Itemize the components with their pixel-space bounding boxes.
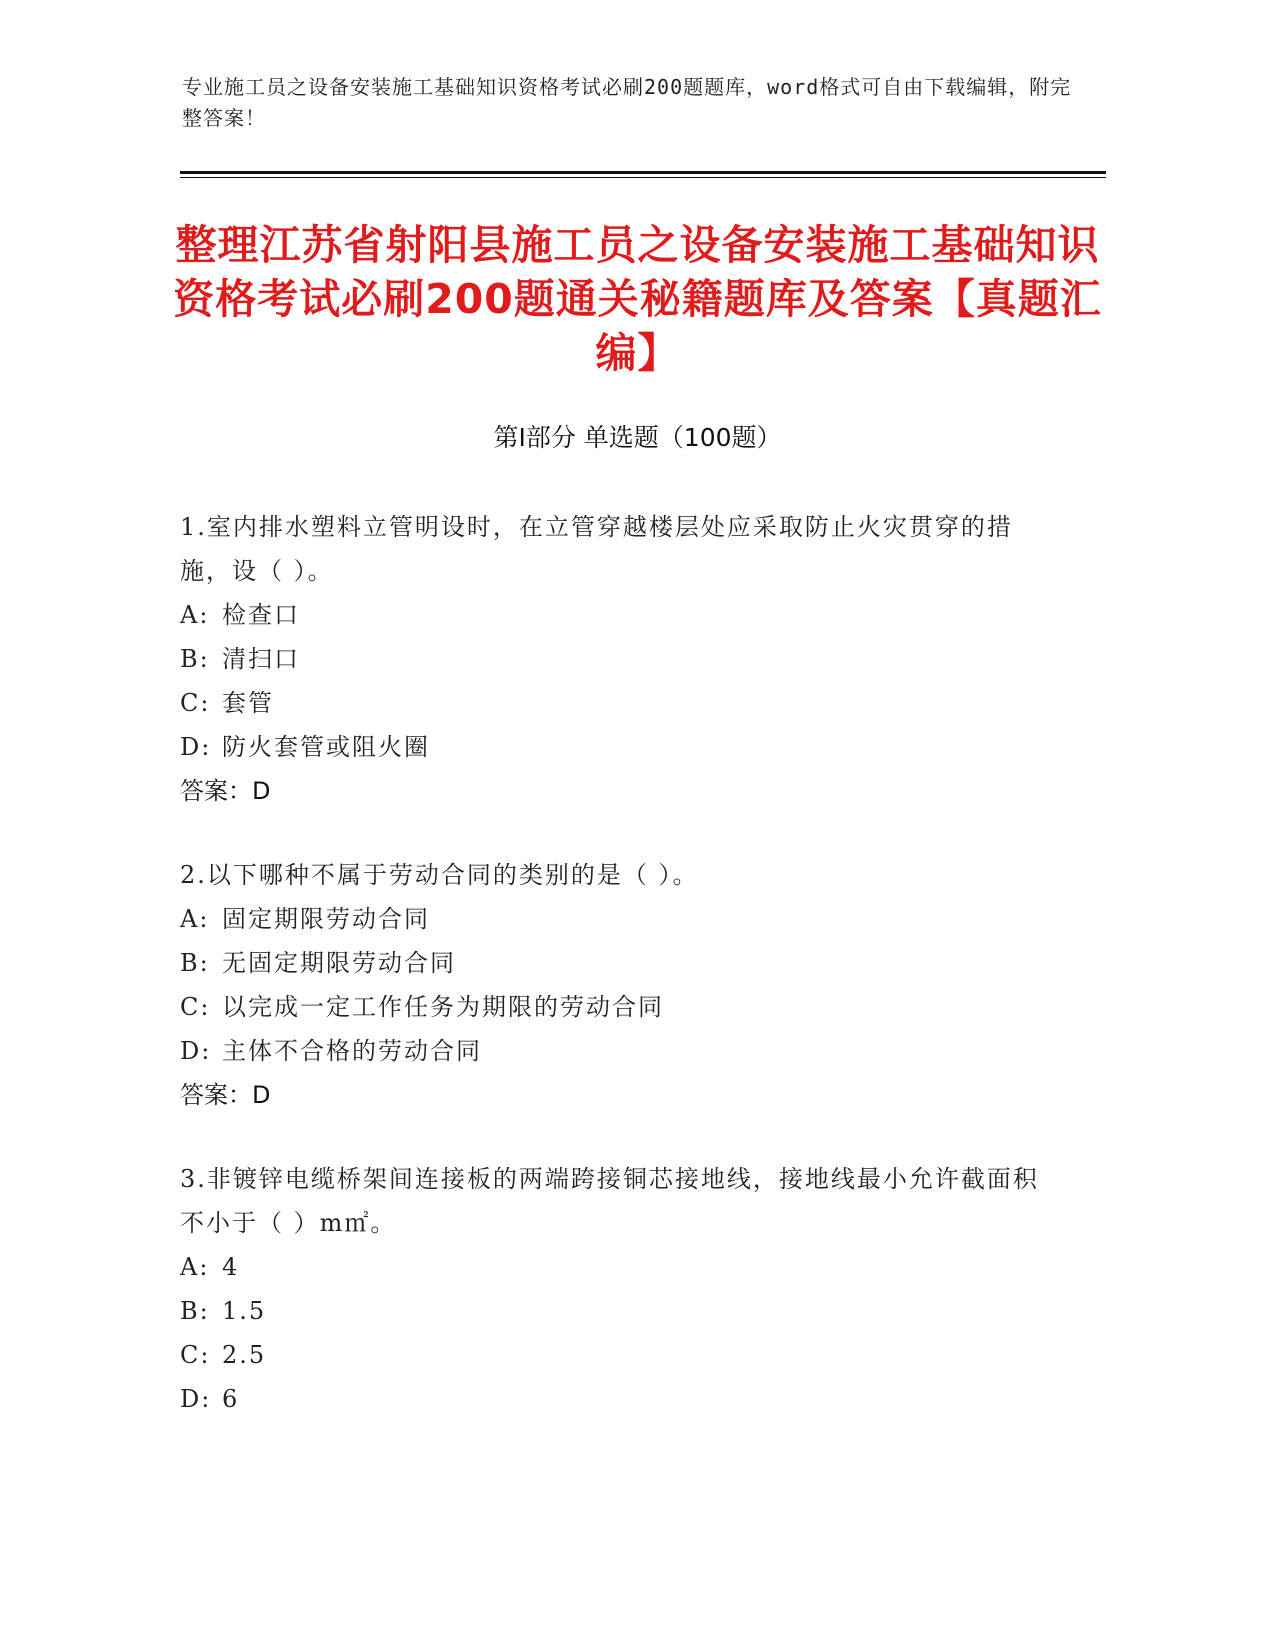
option-text: 2.5 — [222, 1341, 267, 1369]
option-text: 1.5 — [222, 1297, 267, 1325]
question-stem: 1.室内排水塑料立管明设时，在立管穿越楼层处应采取防止火灾贯穿的措施，设（ ）。 — [180, 513, 1013, 585]
option-a — [180, 1245, 1040, 1289]
option-text: 防火套管或阻火圈 — [222, 733, 430, 761]
option-text: 检查口 — [222, 601, 300, 629]
option-text: 套管 — [222, 689, 274, 717]
document-title: 整理江苏省射阳县施工员之设备安装施工基础知识资格考试必刷200题通关秘籍题库及答案【真题汇编】 — [173, 221, 1102, 377]
question-1 — [180, 505, 1040, 813]
option-b — [180, 941, 1040, 985]
header-rule-thin — [180, 177, 1106, 178]
option-text: 清扫口 — [222, 645, 300, 673]
option-letter: C: — [180, 993, 211, 1021]
option-letter: A: — [180, 905, 210, 933]
option-letter: D: — [180, 1385, 212, 1413]
question-stem: 3.非镀锌电缆桥架间连接板的两端跨接铜芯接地线，接地线最小允许截面积不小于（ ）m㎡。 — [180, 1165, 1039, 1237]
option-d — [180, 725, 1040, 769]
option-letter: B: — [180, 1297, 210, 1325]
option-c — [180, 1333, 1040, 1377]
option-letter: A: — [180, 601, 210, 629]
option-d — [180, 1029, 1040, 1073]
section-title: 第I部分 单选题（100题） — [493, 423, 782, 452]
answer-line: 答案：D — [180, 1081, 271, 1109]
header-rule-thick — [180, 171, 1106, 174]
option-a — [180, 593, 1040, 637]
option-letter: C: — [180, 689, 211, 717]
option-text: 固定期限劳动合同 — [222, 905, 430, 933]
question-list — [180, 505, 1040, 1461]
question-stem: 2.以下哪种不属于劳动合同的类别的是（ ）。 — [180, 861, 699, 889]
answer-line: 答案：D — [180, 777, 271, 805]
option-text: 6 — [222, 1385, 240, 1413]
option-text: 4 — [222, 1253, 240, 1281]
option-b — [180, 1289, 1040, 1333]
question-3 — [180, 1157, 1040, 1421]
option-c — [180, 985, 1040, 1029]
option-letter: D: — [180, 733, 212, 761]
option-d — [180, 1377, 1040, 1421]
option-text: 主体不合格的劳动合同 — [222, 1037, 482, 1065]
option-letter: C: — [180, 1341, 211, 1369]
option-letter: D: — [180, 1037, 212, 1065]
option-b — [180, 637, 1040, 681]
option-a — [180, 897, 1040, 941]
option-letter: B: — [180, 949, 210, 977]
option-text: 无固定期限劳动合同 — [222, 949, 456, 977]
option-letter: B: — [180, 645, 210, 673]
option-c — [180, 681, 1040, 725]
option-letter: A: — [180, 1253, 210, 1281]
option-text: 以完成一定工作任务为期限的劳动合同 — [222, 993, 664, 1021]
question-2 — [180, 853, 1040, 1117]
header-note: 专业施工员之设备安装施工基础知识资格考试必刷200题题库，word格式可自由下载编辑，附完整答案！ — [182, 75, 1072, 130]
